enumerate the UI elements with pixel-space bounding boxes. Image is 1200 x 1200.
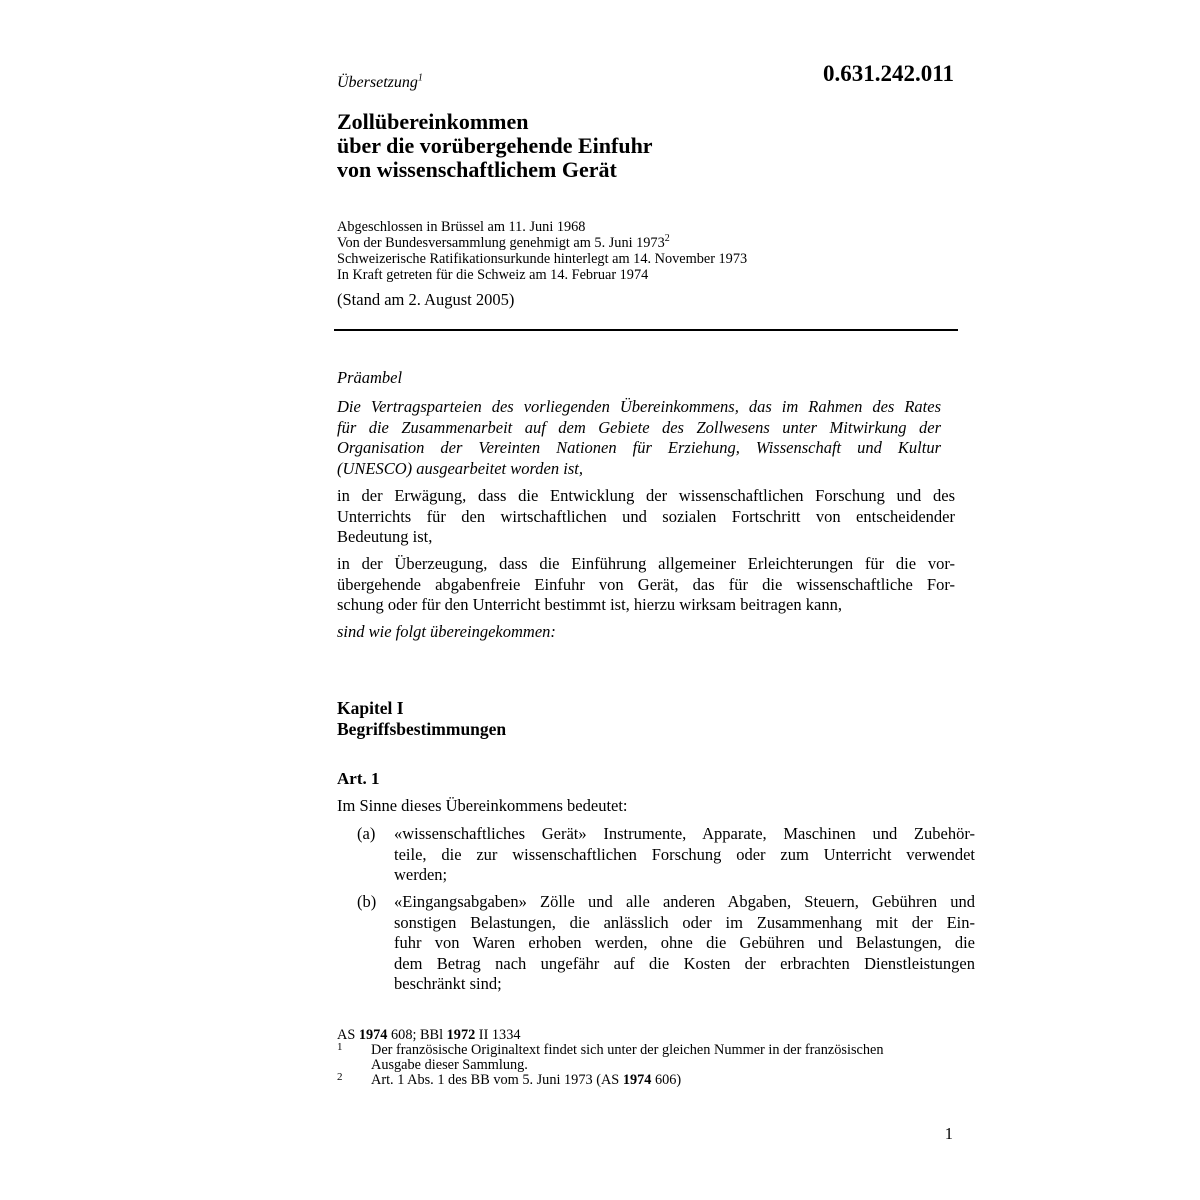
footnote-text <box>371 1043 957 1073</box>
paragraph-line: in der Erwägung, dass die Entwicklung der wissenschaftlichen Forschung und des <box>337 486 955 505</box>
header-divider <box>334 329 958 331</box>
paragraph-line: werden; <box>394 865 448 884</box>
paragraph-line: teile, die zur wissenschaftlichen Forschung oder zum Unterricht verwendet <box>394 844 975 864</box>
fn2-year: 1974 <box>622 1072 652 1088</box>
sr-number: 0.631.242.011 <box>823 61 954 86</box>
preamble-intro <box>337 397 941 479</box>
translation-text: Übersetzung <box>337 74 418 91</box>
footnote-number: 2 <box>337 1071 343 1083</box>
chapter-heading <box>337 698 506 740</box>
item-label: (a) <box>357 824 376 843</box>
chapter-number: Kapitel I <box>337 698 404 718</box>
footnote-2 <box>337 1073 957 1088</box>
fn2-prefix: Art. 1 Abs. 1 des BB vom 5. Juni 1973 (AS <box>371 1072 623 1088</box>
paragraph-line: Bedeutung ist, <box>337 527 433 546</box>
paragraph-line: Unterrichts für den wirtschaftlichen und sozialen Fortschritt von entscheidender <box>337 506 955 526</box>
status-date: (Stand am 2. August 2005) <box>337 290 515 309</box>
item-text <box>394 892 975 995</box>
meta-in-force: In Kraft getreten für die Schweiz am 14. Februar 1974 <box>337 267 649 283</box>
meta-approved <box>337 235 747 251</box>
preamble-consideration-1 <box>337 486 955 548</box>
translation-label <box>337 73 423 93</box>
as-reference <box>337 1028 957 1043</box>
paragraph-line: (UNESCO) ausgearbeitet worden ist, <box>337 458 583 478</box>
fn2-suffix: 606) <box>651 1072 682 1088</box>
meta-concluded: Abgeschlossen in Brüssel am 11. Juni 1968 <box>337 219 586 235</box>
title-line: Zollübereinkommen <box>337 109 529 134</box>
footnote-line: Der französische Originaltext findet sich unter der gleichen Nummer in der französischen <box>371 1042 884 1058</box>
document-page <box>337 0 975 1200</box>
paragraph-line: beschränkt sind; <box>394 974 502 993</box>
preamble-consideration-2 <box>337 554 955 616</box>
footnote-ref-1[interactable]: 1 <box>417 72 423 84</box>
as-year: 1974 <box>358 1027 388 1043</box>
footnote-ref-2[interactable]: 2 <box>664 233 670 245</box>
paragraph-line: Die Vertragsparteien des vorliegenden Übereinkommens, das im Rahmen des Rates <box>337 397 941 416</box>
as-prefix: AS <box>337 1027 359 1043</box>
title-line: von wissenschaftlichem Gerät <box>337 157 617 182</box>
meta-approved-text: Von der Bundesversammlung genehmigt am 5. Juni 1973 <box>337 235 665 251</box>
paragraph-line: für die Zusammenarbeit auf dem Gebiete des Zollwesens unter Mitwirkung der <box>337 417 941 437</box>
paragraph-line: sonstigen Belastungen, die anlässlich oder im Zusammenhang mit der Ein- <box>394 912 975 932</box>
footnote-line: Ausgabe dieser Sammlung. <box>371 1057 528 1073</box>
bbl-rest: II 1334 <box>475 1027 521 1043</box>
page-number: 1 <box>944 1124 953 1143</box>
paragraph-line: «wissenschaftliches Gerät» Instrumente, Apparate, Maschinen und Zubehör- <box>394 824 975 843</box>
item-label: (b) <box>357 892 377 911</box>
footnote-line <box>371 1073 957 1088</box>
preamble-heading: Präambel <box>337 368 403 387</box>
footnote-text <box>371 1073 957 1088</box>
preamble-agreed: sind wie folgt übereingekommen: <box>337 622 556 641</box>
paragraph-line: dem Betrag nach ungefähr auf die Kosten der erbrachten Dienstleistungen <box>394 953 975 973</box>
paragraph-line: schung oder für den Unterricht bestimmt ist, hierzu wirksam beitragen kann, <box>337 595 842 614</box>
document-meta <box>337 219 747 283</box>
article-heading: Art. 1 <box>337 769 380 788</box>
footnote-1 <box>337 1043 957 1073</box>
paragraph-line: übergehende abgabenfreie Einfuhr von Gerät, das für die wissenschaftliche For- <box>337 574 955 594</box>
paragraph-line: in der Überzeugung, dass die Einführung allgemeiner Erleichterungen für die vor- <box>337 554 955 573</box>
paragraph-line: Organisation der Vereinten Nationen für Erziehung, Wissenschaft und Kultur <box>337 438 941 457</box>
article-intro: Im Sinne dieses Übereinkommens bedeutet: <box>337 796 628 815</box>
footnotes <box>337 1028 957 1088</box>
paragraph-line: «Eingangsabgaben» Zölle und alle anderen Abgaben, Steuern, Gebühren und <box>394 892 975 911</box>
document-title <box>337 110 653 182</box>
footnote-number: 1 <box>337 1041 343 1053</box>
as-page: 608; BBl <box>387 1027 447 1043</box>
paragraph-line: fuhr von Waren erhoben werden, ohne die Gebühren und Belastungen, die <box>394 933 975 952</box>
title-line: über die vorübergehende Einfuhr <box>337 133 653 158</box>
chapter-title: Begriffsbestimmungen <box>337 719 507 739</box>
meta-ratification: Schweizerische Ratifikationsurkunde hinterlegt am 14. November 1973 <box>337 251 748 267</box>
bbl-year: 1972 <box>446 1027 476 1043</box>
item-text <box>394 824 975 886</box>
